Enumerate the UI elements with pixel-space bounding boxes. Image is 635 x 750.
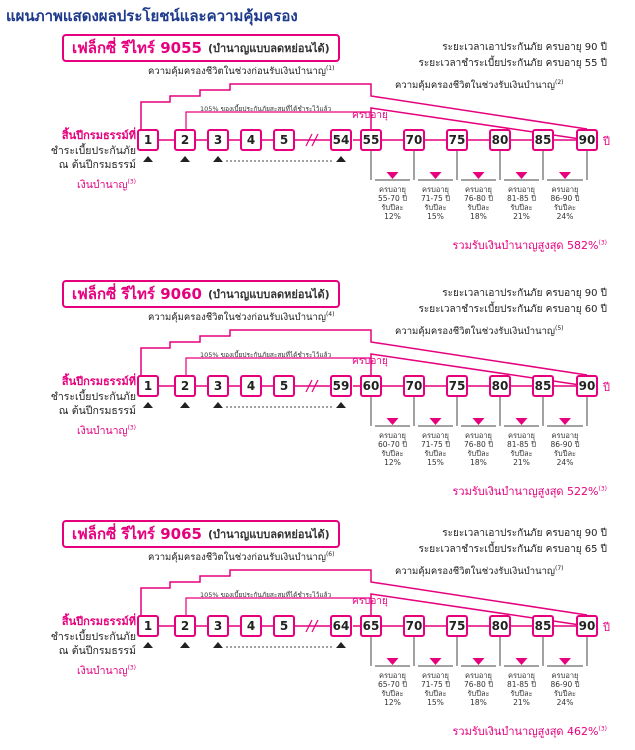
age-box: 70 <box>403 129 425 151</box>
annuity-arrow <box>559 418 571 425</box>
payment-period-label: ระยะเวลาชำระเบี้ยประกันภัย <box>418 58 546 69</box>
death-benefit-label: สิ้นปีกรมธรรม์ที่ <box>61 375 136 388</box>
total-annuity <box>453 236 608 254</box>
year-box: 4 <box>240 375 262 397</box>
premium-paid-label-2: ณ ต้นปีกรมธรรม์ <box>58 645 136 657</box>
annuity-arrow <box>473 658 485 665</box>
annuity-label-note: (3) <box>127 424 136 432</box>
payout-item <box>372 431 414 467</box>
premium-triangle <box>336 156 346 162</box>
before-annuity-note: (6) <box>325 550 335 558</box>
payout-range: 76-80 ปี <box>464 194 493 203</box>
payout-receive: รับปีละ <box>381 689 404 698</box>
premium-triangle <box>143 156 153 162</box>
annuity-arrow <box>387 418 399 425</box>
payout-percent: 21% <box>513 698 530 707</box>
premium-triangle <box>180 402 190 408</box>
payment-period-value: ครบอายุ 60 ปี <box>545 304 607 315</box>
annuity-label-note: (3) <box>127 664 136 672</box>
payout-receive: รับปีละ <box>381 203 404 212</box>
payout-percent: 15% <box>427 698 444 707</box>
payout-prefix: ครบอายุ <box>551 671 579 680</box>
year-box-last-premium: 54 <box>330 129 352 151</box>
payout-range: 81-85 ปี <box>507 194 536 203</box>
during-annuity-note: (5) <box>555 324 564 332</box>
plan-name: เฟล็กซี่ รีไทร์ 9055 <box>72 39 202 57</box>
during-annuity-text: ความคุ้มครองชีวิตในช่วงรับเงินบำนาญ <box>395 80 556 91</box>
annuity-label <box>0 662 136 679</box>
premium-paid-label-2: ณ ต้นปีกรมธรรม์ <box>58 159 136 171</box>
payout-receive: รับปีละ <box>381 449 404 458</box>
year-box: 3 <box>207 615 229 637</box>
year-box-last-premium: 59 <box>330 375 352 397</box>
payout-prefix: ครบอายุ <box>465 185 492 194</box>
premium-paid-label-1: ชำระเบี้ยประกันภัย <box>50 391 136 403</box>
year-box: 5 <box>273 375 295 397</box>
age-box: 90 <box>576 615 598 637</box>
premium-paid-label-1: ชำระเบี้ยประกันภัย <box>50 145 136 157</box>
payout-range: 71-75 ปี <box>421 680 450 689</box>
payout-percent: 15% <box>427 458 444 467</box>
total-annuity-text: รวมรับเงินบำนาญสูงสุด 582% <box>452 239 599 252</box>
annuity-arrow <box>559 172 571 179</box>
payout-prefix: ครบอายุ <box>379 671 406 680</box>
total-annuity-note: (3) <box>598 725 607 733</box>
premium-triangle <box>180 156 190 162</box>
annuity-arrow <box>387 172 399 179</box>
age-box: 85 <box>532 615 554 637</box>
year-box: 4 <box>240 129 262 151</box>
payout-receive: รับปีละ <box>467 449 490 458</box>
payout-prefix: ครบอายุ <box>551 185 579 194</box>
annuity-arrow <box>473 418 485 425</box>
annuity-label <box>0 422 136 439</box>
during-annuity-note: (7) <box>555 564 564 572</box>
payout-item <box>415 671 457 707</box>
plan-panel <box>0 34 635 264</box>
total-annuity <box>453 722 608 740</box>
payout-percent: 12% <box>384 212 401 221</box>
plan-panel <box>0 520 635 750</box>
before-annuity-note: (4) <box>325 310 335 318</box>
payout-receive: รับปีละ <box>553 203 577 212</box>
annuity-label-text: เงินบำนาญ <box>77 179 128 191</box>
total-annuity-text: รวมรับเงินบำนาญสูงสุด 462% <box>452 725 599 738</box>
annuity-label-text: เงินบำนาญ <box>77 425 128 437</box>
payout-prefix: ครบอายุ <box>422 185 449 194</box>
annuity-arrow <box>430 418 442 425</box>
payout-range: 65-70 ปี <box>378 680 407 689</box>
payout-item <box>544 671 586 707</box>
coverage-period-value: ครบอายุ 90 ปี <box>545 42 607 53</box>
payout-percent: 12% <box>384 698 401 707</box>
age-box: 55 <box>360 129 382 151</box>
payout-prefix: ครบอายุ <box>508 671 535 680</box>
age-box: 75 <box>446 615 468 637</box>
premium-triangle <box>213 642 223 648</box>
total-annuity-note: (3) <box>598 485 607 493</box>
payout-item <box>544 431 586 467</box>
total-annuity-text: รวมรับเงินบำนาญสูงสุด 522% <box>452 485 599 498</box>
payout-prefix: ครบอายุ <box>465 431 492 440</box>
premium-triangle <box>143 402 153 408</box>
payout-percent: 12% <box>384 458 401 467</box>
year-box: 1 <box>137 615 159 637</box>
age-box: 75 <box>446 375 468 397</box>
year-box: 1 <box>137 129 159 151</box>
plan-subtitle: (บำนาญแบบลดหย่อนได้) <box>207 42 330 55</box>
annuity-arrow <box>430 658 442 665</box>
payout-prefix: ครบอายุ <box>379 431 406 440</box>
payout-percent: 15% <box>427 212 444 221</box>
year-unit: ปี <box>603 381 610 394</box>
payout-receive: รับปีละ <box>510 689 533 698</box>
annuity-arrow <box>473 172 485 179</box>
premium-triangle <box>336 402 346 408</box>
payout-range: 71-75 ปี <box>421 194 450 203</box>
payout-range: 76-80 ปี <box>464 680 493 689</box>
age-box: 90 <box>576 129 598 151</box>
refund-line <box>186 598 371 615</box>
payout-range: 55-70 ปี <box>378 194 407 203</box>
year-unit: ปี <box>603 135 610 148</box>
age-box: 85 <box>532 375 554 397</box>
age-box: 70 <box>403 375 425 397</box>
payout-item <box>544 185 586 221</box>
maturity-label: ครบอายุ <box>352 356 388 367</box>
annuity-arrow <box>387 658 399 665</box>
payout-receive: รับปีละ <box>553 449 577 458</box>
year-box-last-premium: 64 <box>330 615 352 637</box>
year-box: 1 <box>137 375 159 397</box>
payout-percent: 21% <box>513 212 530 221</box>
plan-name: เฟล็กซี่ รีไทร์ 9060 <box>72 285 202 303</box>
payout-prefix: ครบอายุ <box>508 431 535 440</box>
payment-period-value: ครบอายุ 55 ปี <box>545 58 607 69</box>
year-box: 2 <box>174 129 196 151</box>
payout-percent: 21% <box>513 458 530 467</box>
before-annuity-text: ความคุ้มครองชีวิตในช่วงก่อนรับเงินบำนาญ <box>148 312 326 323</box>
payout-item <box>458 671 500 707</box>
death-benefit-label: สิ้นปีกรมธรรม์ที่ <box>61 615 136 628</box>
age-box: 80 <box>489 129 511 151</box>
premium-triangle <box>180 642 190 648</box>
refund-line <box>186 358 371 375</box>
payout-percent: 24% <box>556 212 574 221</box>
payout-range: 71-75 ปี <box>421 440 450 449</box>
age-box: 75 <box>446 129 468 151</box>
annuity-arrow <box>516 172 528 179</box>
annuity-label <box>0 176 136 193</box>
age-box: 60 <box>360 375 382 397</box>
year-box: 2 <box>174 375 196 397</box>
payout-percent: 24% <box>556 698 574 707</box>
payout-range: 81-85 ปี <box>507 680 536 689</box>
coverage-period-value: ครบอายุ 90 ปี <box>545 528 607 539</box>
maturity-label: ครบอายุ <box>352 596 388 607</box>
annuity-arrow <box>559 658 571 665</box>
payout-range: 76-80 ปี <box>464 440 493 449</box>
coverage-period-label: ระยะเวลาเอาประกันภัย <box>442 528 546 539</box>
age-box: 65 <box>360 615 382 637</box>
maturity-label: ครบอายุ <box>352 110 388 121</box>
payout-item <box>372 185 414 221</box>
premium-triangle <box>336 642 346 648</box>
during-annuity-text: ความคุ้มครองชีวิตในช่วงรับเงินบำนาญ <box>395 326 556 337</box>
age-box: 85 <box>532 129 554 151</box>
page-title: แผนภาพแสดงผลประโยชน์และความคุ้มครอง <box>6 7 298 25</box>
premium-triangle <box>143 642 153 648</box>
annuity-arrow <box>516 658 528 665</box>
payout-item <box>458 431 500 467</box>
year-box: 3 <box>207 375 229 397</box>
payout-receive: รับปีละ <box>467 689 490 698</box>
premium-paid-label-2: ณ ต้นปีกรมธรรม์ <box>58 405 136 417</box>
payout-item <box>372 671 414 707</box>
payout-prefix: ครบอายุ <box>422 431 449 440</box>
plan-subtitle: (บำนาญแบบลดหย่อนได้) <box>207 288 330 301</box>
payout-percent: 18% <box>470 212 487 221</box>
annuity-label-note: (3) <box>127 178 136 186</box>
payout-percent: 24% <box>556 458 574 467</box>
payout-item <box>501 185 543 221</box>
payout-range: 86-90 ปี <box>550 440 580 449</box>
payout-receive: รับปีละ <box>553 689 577 698</box>
payout-receive: รับปีละ <box>424 449 447 458</box>
coverage-period-value: ครบอายุ 90 ปี <box>545 288 607 299</box>
during-annuity-note: (2) <box>555 78 564 86</box>
payout-prefix: ครบอายุ <box>422 671 449 680</box>
plan-panel <box>0 280 635 510</box>
payout-item <box>415 185 457 221</box>
payout-prefix: ครบอายุ <box>379 185 406 194</box>
age-box: 80 <box>489 615 511 637</box>
payout-range: 81-85 ปี <box>507 440 536 449</box>
refund-line <box>186 112 371 129</box>
payment-period-label: ระยะเวลาชำระเบี้ยประกันภัย <box>418 544 546 555</box>
payout-prefix: ครบอายุ <box>465 671 492 680</box>
premium-triangle <box>213 156 223 162</box>
payout-item <box>458 185 500 221</box>
premium-paid-label-1: ชำระเบี้ยประกันภัย <box>50 631 136 643</box>
year-box: 2 <box>174 615 196 637</box>
death-benefit-label: สิ้นปีกรมธรรม์ที่ <box>61 129 136 142</box>
payout-receive: รับปีละ <box>510 203 533 212</box>
coverage-period-label: ระยะเวลาเอาประกันภัย <box>442 288 546 299</box>
before-annuity-text: ความคุ้มครองชีวิตในช่วงก่อนรับเงินบำนาญ <box>148 66 326 77</box>
payment-period-label: ระยะเวลาชำระเบี้ยประกันภัย <box>418 304 546 315</box>
payout-percent: 18% <box>470 458 487 467</box>
annuity-label-text: เงินบำนาญ <box>77 665 128 677</box>
premium-triangle <box>213 402 223 408</box>
plan-subtitle: (บำนาญแบบลดหย่อนได้) <box>207 528 330 541</box>
total-annuity-note: (3) <box>598 239 607 247</box>
payout-range: 60-70 ปี <box>378 440 407 449</box>
payout-receive: รับปีละ <box>510 449 533 458</box>
payout-prefix: ครบอายุ <box>551 431 579 440</box>
payout-range: 86-90 ปี <box>550 680 580 689</box>
premium-refund-label: 105% ของเบี้ยประกันภัยสะสมที่ได้ชำระไว้แล้ว <box>200 591 332 599</box>
age-box: 80 <box>489 375 511 397</box>
payout-prefix: ครบอายุ <box>508 185 535 194</box>
year-unit: ปี <box>603 621 610 634</box>
year-box: 5 <box>273 129 295 151</box>
age-box: 90 <box>576 375 598 397</box>
total-annuity <box>453 482 608 500</box>
before-annuity-text: ความคุ้มครองชีวิตในช่วงก่อนรับเงินบำนาญ <box>148 552 326 563</box>
year-box: 5 <box>273 615 295 637</box>
payout-receive: รับปีละ <box>424 689 447 698</box>
payout-item <box>501 671 543 707</box>
year-box: 3 <box>207 129 229 151</box>
before-annuity-note: (1) <box>325 64 335 72</box>
annuity-arrow <box>516 418 528 425</box>
annuity-arrow <box>430 172 442 179</box>
during-annuity-text: ความคุ้มครองชีวิตในช่วงรับเงินบำนาญ <box>395 566 556 577</box>
payment-period-value: ครบอายุ 65 ปี <box>545 544 607 555</box>
premium-refund-label: 105% ของเบี้ยประกันภัยสะสมที่ได้ชำระไว้แล้ว <box>200 351 332 359</box>
payout-item <box>501 431 543 467</box>
age-box: 70 <box>403 615 425 637</box>
plan-name: เฟล็กซี่ รีไทร์ 9065 <box>72 525 202 543</box>
payout-receive: รับปีละ <box>424 203 447 212</box>
payout-range: 86-90 ปี <box>550 194 580 203</box>
payout-percent: 18% <box>470 698 487 707</box>
coverage-period-label: ระยะเวลาเอาประกันภัย <box>442 42 546 53</box>
payout-receive: รับปีละ <box>467 203 490 212</box>
year-box: 4 <box>240 615 262 637</box>
payout-item <box>415 431 457 467</box>
premium-refund-label: 105% ของเบี้ยประกันภัยสะสมที่ได้ชำระไว้แล้ว <box>200 105 332 113</box>
